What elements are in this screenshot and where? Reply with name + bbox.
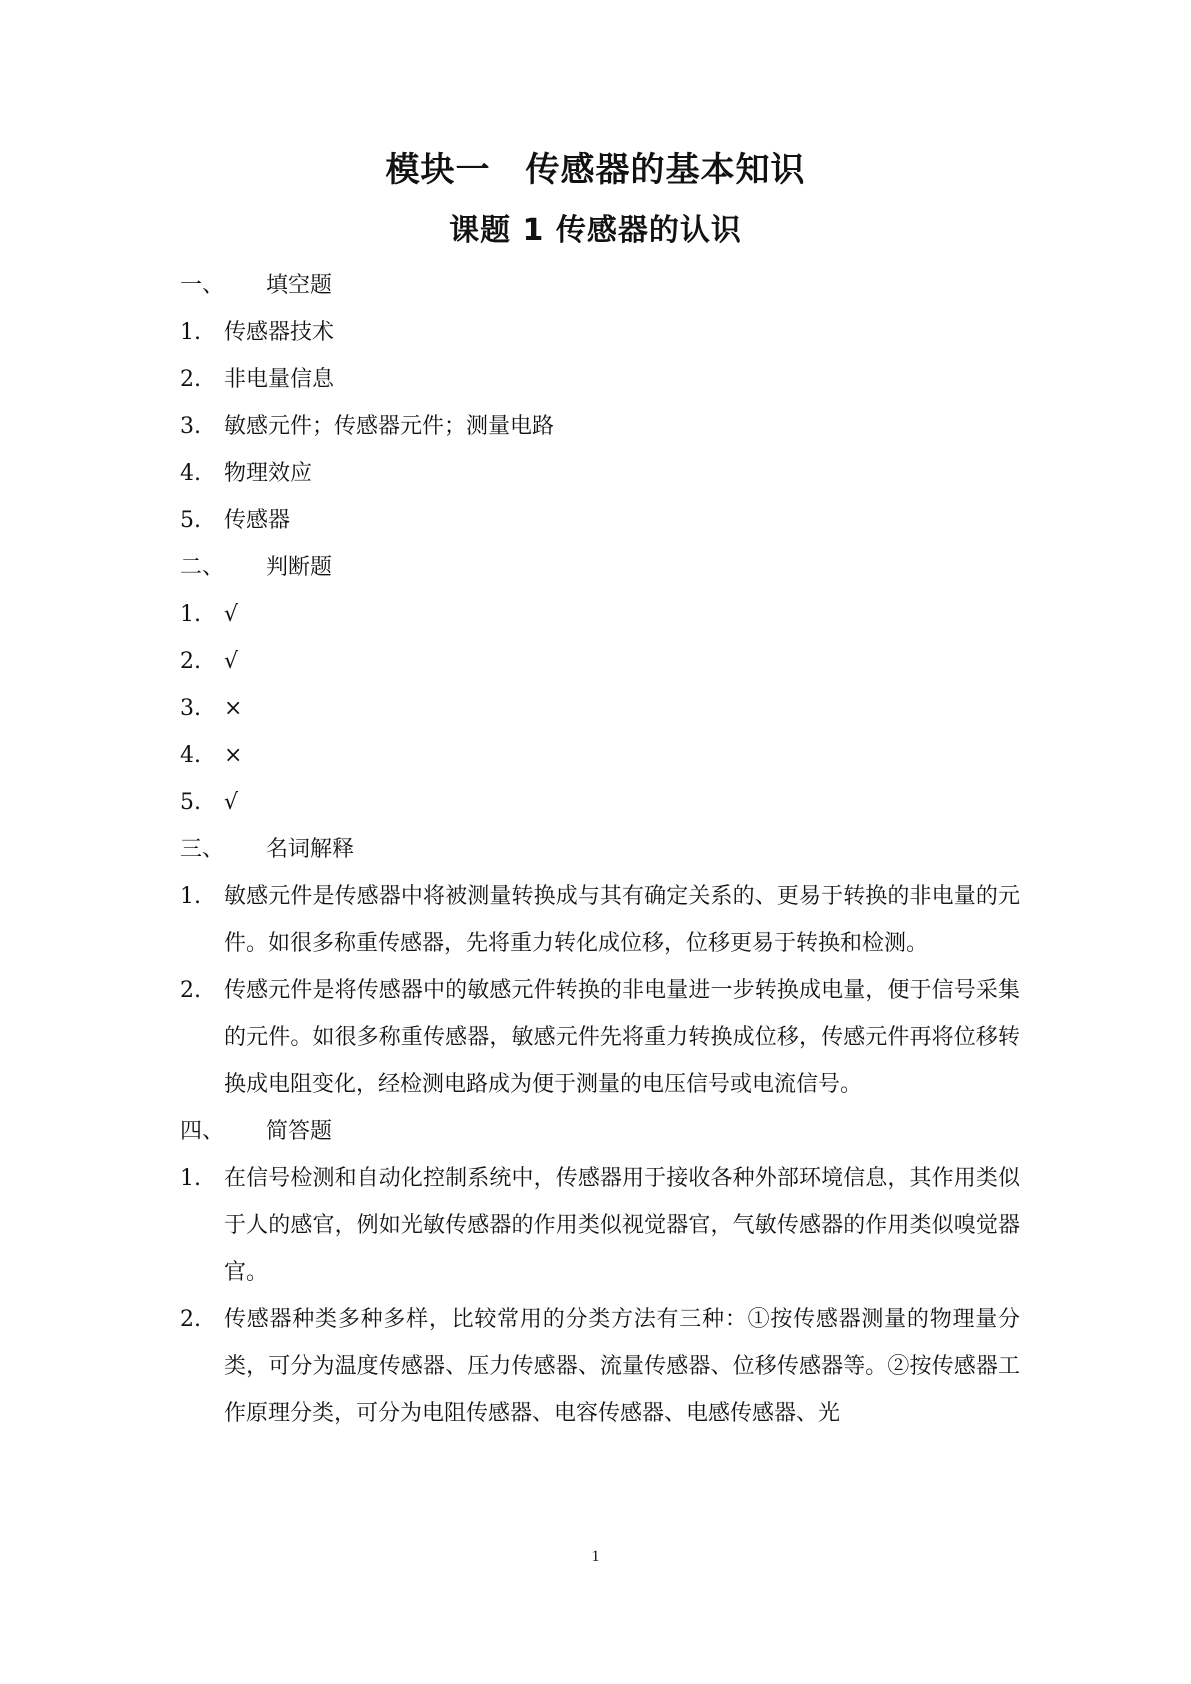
item-text: 传感器种类多种多样，比较常用的分类方法有三种：①按传感器测量的物理量分类，可分为温度传感器、压力传感器、流量传感器、位移传感器等。②按传感器工作原理分类，可分为电阻传感器、电容传感器、电感传感器、光 <box>224 1307 1020 1426</box>
item-text: 敏感元件；传感器元件；测量电路 <box>224 414 555 439</box>
section-heading-short-answer <box>180 1108 1020 1155</box>
section-number: 三、 <box>180 837 225 862</box>
item-mark: × <box>224 696 243 721</box>
item-text: 在信号检测和自动化控制系统中，传感器用于接收各种外部环境信息，其作用类似于人的感官，例如光敏传感器的作用类似视觉器官，气敏传感器的作用类似嗅觉器官。 <box>224 1166 1020 1285</box>
answer-item <box>180 1155 1020 1296</box>
item-number: 1. <box>180 602 201 627</box>
item-text: 传感器技术 <box>224 320 335 345</box>
item-number: 2. <box>180 1307 201 1332</box>
answer-item <box>180 591 1020 638</box>
item-number: 1. <box>180 1166 201 1191</box>
item-number: 2. <box>180 649 201 674</box>
answer-item <box>180 450 1020 497</box>
section-number: 一、 <box>180 273 225 298</box>
section-number: 四、 <box>180 1119 225 1144</box>
answer-item <box>180 732 1020 779</box>
item-text: 物理效应 <box>224 461 313 486</box>
answer-item <box>180 779 1020 826</box>
item-number: 4. <box>180 743 201 768</box>
item-mark: √ <box>224 602 239 627</box>
item-number: 3. <box>180 414 201 439</box>
answer-item <box>180 873 1020 967</box>
item-text: 传感元件是将传感器中的敏感元件转换的非电量进一步转换成电量，便于信号采集的元件。如很多称重传感器，敏感元件先将重力转换成位移，传感元件再将位移转换成电阻变化，经检测电路成为便于测量的电压信号或电流信号。 <box>224 978 1020 1097</box>
section-title: 名词解释 <box>266 837 355 862</box>
item-text: 传感器 <box>224 508 291 533</box>
answer-item <box>180 497 1020 544</box>
answer-item <box>180 967 1020 1108</box>
document-body <box>180 262 1020 1437</box>
page-number: 1 <box>591 1548 600 1565</box>
item-number: 3. <box>180 696 201 721</box>
item-mark: × <box>224 743 243 768</box>
section-heading-fill-blank <box>180 262 1020 309</box>
answer-item <box>180 309 1020 356</box>
page-subtitle: 课题 1 传感器的认识 <box>449 213 742 248</box>
item-text: 非电量信息 <box>224 367 335 392</box>
section-title: 简答题 <box>266 1119 333 1144</box>
page-title: 模块一 传感器的基本知识 <box>385 150 806 190</box>
item-number: 1. <box>180 884 201 909</box>
section-title: 判断题 <box>266 555 333 580</box>
item-number: 1. <box>180 320 201 345</box>
answer-item <box>180 685 1020 732</box>
item-text: 敏感元件是传感器中将被测量转换成与其有确定关系的、更易于转换的非电量的元件。如很多称重传感器，先将重力转化成位移，位移更易于转换和检测。 <box>224 884 1020 956</box>
answer-item <box>180 403 1020 450</box>
item-mark: √ <box>224 649 239 674</box>
item-number: 4. <box>180 461 201 486</box>
answer-item <box>180 356 1020 403</box>
item-number: 2. <box>180 367 201 392</box>
section-heading-definitions <box>180 826 1020 873</box>
item-number: 2. <box>180 978 201 1003</box>
section-number: 二、 <box>180 555 225 580</box>
item-mark: √ <box>224 790 239 815</box>
section-title: 填空题 <box>266 273 333 298</box>
item-number: 5. <box>180 508 201 533</box>
item-number: 5. <box>180 790 201 815</box>
answer-item <box>180 638 1020 685</box>
section-heading-true-false <box>180 544 1020 591</box>
answer-item <box>180 1296 1020 1437</box>
